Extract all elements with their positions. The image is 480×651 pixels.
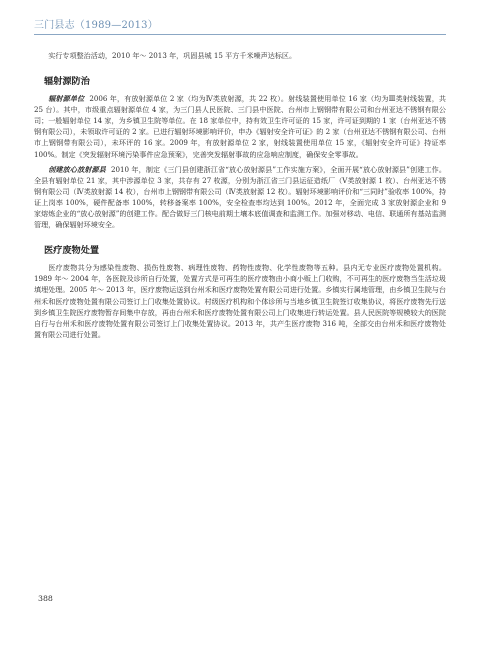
section-title-medical: 医疗废物处置 xyxy=(44,245,100,257)
header-divider xyxy=(34,34,446,35)
intro-paragraph: 实行专项整治活动，2010 年～ 2013 年，巩固县城 15 平方千米噪声达标区。 xyxy=(48,51,297,60)
radiation-paragraph-2 xyxy=(34,164,446,231)
radiation-paragraph-1 xyxy=(34,93,446,160)
page-content xyxy=(34,50,446,340)
runin-heading-safe-county: 创建放心放射源县 xyxy=(48,164,106,174)
radiation-paragraph-2-text: 2010 年，制定《三门县创建浙江省“放心放射源县”工作实施方案》，全面开展“放心放射源县”创建工作。全县有辐射单位 21 家，其中涉源单位 3 家，共存有 27 枚源，分别为浙江省三门县运征造纸厂（Ⅴ类放射源 1 枚）、台州亚达不锈钢有限公司（Ⅳ类放射源 14 枚），台州市上钢钢带有限公司（Ⅳ类放射源 12 枚）。辐射环境影响评价和“三同时”验收率 100%，持证上岗率 100%，硬件配备率 100%，转移备案率 100%，安全检查率均达到 100%。2012 年，全面完成 3 家放射源企业和 9 家熔炼企业的“放心放射源”的创建工作。配合做好三门核电前期土壤本底值调查和监测工作。加强对移动、电信、联通所有基站监测管理，确保辐射环境安全。 xyxy=(34,164,446,230)
running-header-title: 三门县志（1989—2013） xyxy=(34,20,158,31)
radiation-paragraph-1-text: 2006 年，有放射源单位 2 家（均为Ⅳ类放射源，共 22 枚）。射线装置使用单位 16 家（均为Ⅲ类射线装置，共 25 台）。其中，市级重点辐射源单位 4 家，为三门县人民医院、三门县中医院、台州市上钢钢带有限公司和台州亚达不锈钢有限公司；一般辐射单位 14 家，为乡镇卫生院等单位。在 18 家单位中，持有效卫生许可证的 15 家，许可证到期的 1 家（台州亚达不锈钢有限公司），未领取许可证的 2 家。已进行辐射环境影响评价，申办《辐射安全许可证》的 2 家（台州亚达不锈钢有限公司、台州市上钢钢带有限公司），未环评的 16 家。2009 年，有放射源单位 2 家，射线装置使用单位 15 家，《辐射安全许可证》持证率 100%。制定《突发辐射环境污染事件应急预案》，完善突发辐射事故的应急响应制度，确保安全零事故。 xyxy=(34,94,447,159)
medical-waste-paragraph: 医疗废物共分为感染性废物、损伤性废物、病理性废物、药物性废物、化学性废物等五种。县内无专业医疗废物处置机构。1989 年～ 2004 年，各医院及诊所自行处置，处置方式是可再生的医疗废物由小商小贩上门收购，不可再生的医疗废物当生活垃圾填埋处理。2005 年～ 2013 年，医疗废物运送到台州禾和医疗废物处置有限公司进行处置。乡镇实行属地管理，由乡镇卫生院与台州禾和医疗废物处置有限公司签订上门收集处置协议。村级医疗机构和个体诊所与当地乡镇卫生院签订收集协议，将医疗废物先行送到乡镇卫生院医疗废物暂存间集中存放，再由台州禾和医疗废物处置有限公司上门收集进行转运处置。县人民医院等规模较大的医院自行与台州禾和医疗废物处置有限公司签订上门收集处置协议。2013 年，共产生医疗废物 316 吨，全部交由台州禾和医疗废物处置有限公司进行处置。 xyxy=(34,263,446,339)
page-number: 388 xyxy=(38,594,53,603)
section-title-radiation: 辐射源防治 xyxy=(44,76,90,88)
runin-heading-radiation-units: 辐射源单位 xyxy=(48,94,85,104)
